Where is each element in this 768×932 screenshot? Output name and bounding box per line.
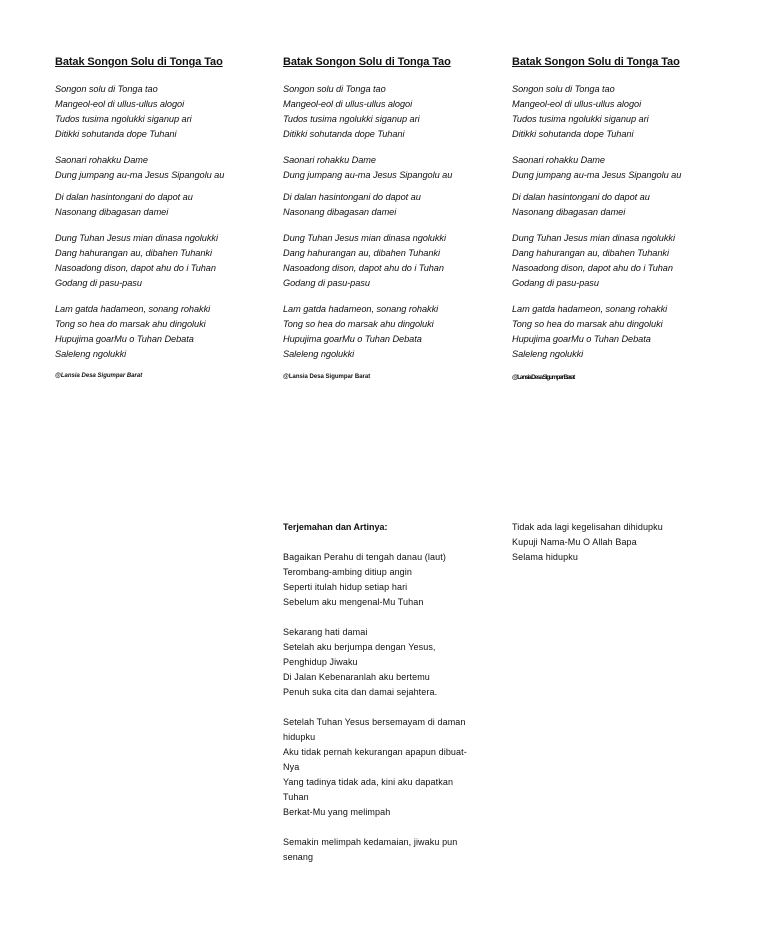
translation-line: Penuh suka cita dan damai sejahtera. <box>283 687 438 697</box>
translation-line: Tidak ada lagi kegelisahan dihidupku <box>512 522 663 532</box>
lyric-line: Saleleng ngolukki <box>283 349 355 359</box>
lyric-line: Tong so hea do marsak ahu dingoluki <box>512 319 663 329</box>
stanza-1 <box>55 82 280 142</box>
credit: @Lansia Desa Sigumpar Barat <box>512 374 575 381</box>
translation-line: Kupuji Nama-Mu O Allah Bapa <box>512 537 637 547</box>
translation-line: senang <box>283 852 314 862</box>
lyric-line: Godang di pasu-pasu <box>283 278 370 288</box>
lyric-line: Hupujima goarMu o Tuhan Debata <box>512 334 651 344</box>
stanza-5 <box>55 302 280 362</box>
translation-heading: Terjemahan dan Artinya: <box>283 522 388 532</box>
lyric-line: Di dalan hasintongani do dapot au <box>283 192 421 202</box>
translation-section <box>283 520 513 880</box>
lyric-line: Ditikki sohutanda dope Tuhani <box>283 129 405 139</box>
song-title: Batak Songon Solu di Tonga Tao <box>512 56 680 68</box>
lyric-line: Dung jumpang au-ma Jesus Sipangolu au <box>283 170 453 180</box>
lyric-line: Saonari rohakku Dame <box>512 155 605 165</box>
lyric-line: Lam gatda hadameon, sonang rohakki <box>283 304 439 314</box>
lyric-line: Saonari rohakku Dame <box>283 155 376 165</box>
lyric-line: Dung jumpang au-ma Jesus Sipangolu au <box>512 170 682 180</box>
stanza-3 <box>283 190 508 220</box>
stanza-5 <box>283 302 508 362</box>
lyric-line: Tudos tusima ngolukki siganup ari <box>55 114 192 124</box>
song-title: Batak Songon Solu di Tonga Tao <box>55 56 223 68</box>
translation-line: Bagaikan Perahu di tengah danau (laut) <box>283 552 446 562</box>
translation-line: Berkat-Mu yang melimpah <box>283 807 391 817</box>
lyrics-column-1 <box>55 56 280 379</box>
translation-line: Selama hidupku <box>512 552 578 562</box>
lyric-line: Nasonang dibagasan damei <box>55 207 169 217</box>
translation-continued <box>512 520 742 565</box>
translation-line: Terombang-ambing ditiup angin <box>283 567 412 577</box>
translation-stanza-2 <box>283 625 513 700</box>
lyric-line: Songon solu di Tonga tao <box>55 84 158 94</box>
lyrics-column-3 <box>512 56 737 381</box>
lyric-line: Dung Tuhan Jesus mian dinasa ngolukki <box>55 233 218 243</box>
stanza-2 <box>283 153 508 183</box>
lyric-line: Nasonang dibagasan damei <box>283 207 397 217</box>
lyric-line: Songon solu di Tonga tao <box>283 84 386 94</box>
translation-line: Penghidup Jiwaku <box>283 657 358 667</box>
lyric-line: Godang di pasu-pasu <box>55 278 142 288</box>
stanza-2 <box>512 153 737 183</box>
lyric-line: Nasoadong dison, dapot ahu do i Tuhan <box>55 263 216 273</box>
lyric-line: Hupujima goarMu o Tuhan Debata <box>55 334 194 344</box>
lyric-line: Mangeol-eol di ullus-ullus alogoi <box>512 99 642 109</box>
lyric-line: Dang hahurangan au, dibahen Tuhanki <box>512 248 669 258</box>
lyric-line: Ditikki sohutanda dope Tuhani <box>55 129 177 139</box>
lyric-line: Tudos tusima ngolukki siganup ari <box>512 114 649 124</box>
stanza-4 <box>283 231 508 291</box>
translation-line: Sebelum aku mengenal-Mu Tuhan <box>283 597 424 607</box>
lyric-line: Ditikki sohutanda dope Tuhani <box>512 129 634 139</box>
translation-line: Sekarang hati damai <box>283 627 368 637</box>
lyric-line: Dung jumpang au-ma Jesus Sipangolu au <box>55 170 225 180</box>
translation-stanza-1 <box>283 550 513 610</box>
stanza-1 <box>283 82 508 142</box>
translation-stanza-3 <box>283 715 513 820</box>
stanza-4 <box>512 231 737 291</box>
translation-line: Nya <box>283 762 300 772</box>
lyric-line: Mangeol-eol di ullus-ullus alogoi <box>55 99 185 109</box>
lyric-line: Tudos tusima ngolukki siganup ari <box>283 114 420 124</box>
lyric-line: Tong so hea do marsak ahu dingoluki <box>283 319 434 329</box>
lyric-line: Dung Tuhan Jesus mian dinasa ngolukki <box>283 233 446 243</box>
lyric-line: Saleleng ngolukki <box>55 349 127 359</box>
lyric-line: Dang hahurangan au, dibahen Tuhanki <box>55 248 212 258</box>
lyric-line: Mangeol-eol di ullus-ullus alogoi <box>283 99 413 109</box>
lyrics-column-2 <box>283 56 508 380</box>
translation-line: Setelah aku berjumpa dengan Yesus, <box>283 642 436 652</box>
translation-line: Di Jalan Kebenaranlah aku bertemu <box>283 672 430 682</box>
lyric-line: Dang hahurangan au, dibahen Tuhanki <box>283 248 440 258</box>
stanza-4 <box>55 231 280 291</box>
lyric-line: Lam gatda hadameon, sonang rohakki <box>512 304 668 314</box>
lyric-line: Hupujima goarMu o Tuhan Debata <box>283 334 422 344</box>
lyric-line: Nasoadong dison, dapot ahu do i Tuhan <box>283 263 444 273</box>
lyric-line: Saonari rohakku Dame <box>55 155 148 165</box>
lyric-line: Nasonang dibagasan damei <box>512 207 626 217</box>
translation-line: Aku tidak pernah kekurangan apapun dibuat- <box>283 747 467 757</box>
stanza-5 <box>512 302 737 362</box>
translation-line: Seperti itulah hidup setiap hari <box>283 582 408 592</box>
stanza-2 <box>55 153 280 183</box>
translation-line: Yang tadinya tidak ada, kini aku dapatkan <box>283 777 454 787</box>
translation-line: Setelah Tuhan Yesus bersemayam di daman <box>283 717 466 727</box>
lyric-line: Dung Tuhan Jesus mian dinasa ngolukki <box>512 233 675 243</box>
song-title: Batak Songon Solu di Tonga Tao <box>283 56 451 68</box>
lyric-line: Nasoadong dison, dapot ahu do i Tuhan <box>512 263 673 273</box>
lyric-line: Songon solu di Tonga tao <box>512 84 615 94</box>
translation-line: hidupku <box>283 732 316 742</box>
credit: @Lansia Desa Sigumpar Barat <box>283 374 371 380</box>
lyric-line: Di dalan hasintongani do dapot au <box>512 192 650 202</box>
lyric-line: Lam gatda hadameon, sonang rohakki <box>55 304 211 314</box>
translation-stanza-4 <box>283 835 513 865</box>
lyric-line: Tong so hea do marsak ahu dingoluki <box>55 319 206 329</box>
stanza-1 <box>512 82 737 142</box>
translation-line: Semakin melimpah kedamaian, jiwaku pun <box>283 837 458 847</box>
stanza-3 <box>55 190 280 220</box>
stanza-3 <box>512 190 737 220</box>
lyric-line: Di dalan hasintongani do dapot au <box>55 192 193 202</box>
lyric-line: Saleleng ngolukki <box>512 349 584 359</box>
credit: @Lansia Desa Sigumpar Barat <box>55 373 143 379</box>
translation-line: Tuhan <box>283 792 309 802</box>
lyric-line: Godang di pasu-pasu <box>512 278 599 288</box>
